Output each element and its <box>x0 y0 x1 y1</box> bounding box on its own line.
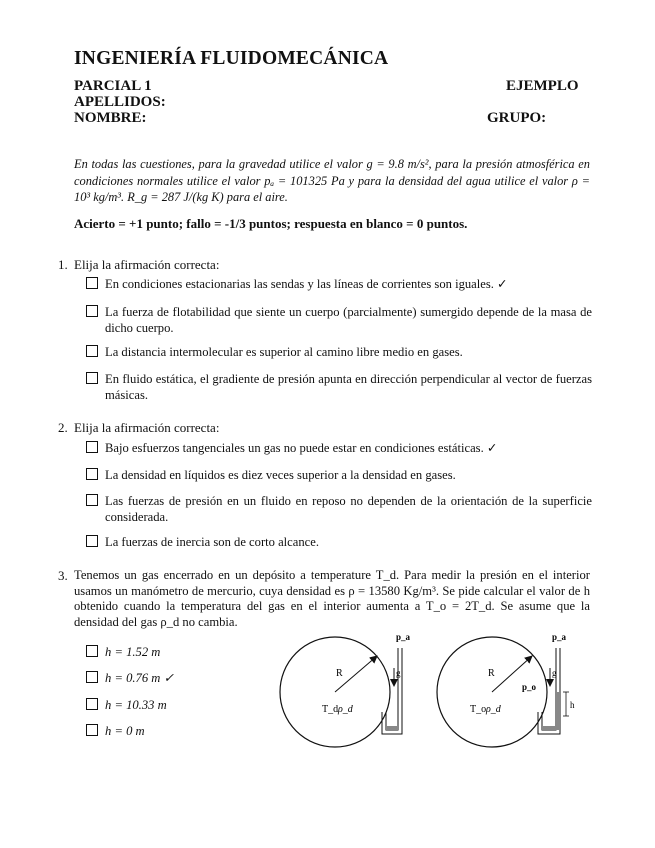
answer-text: Bajo esfuerzos tangenciales un gas no puede estar en condiciones estáticas. ✓ <box>105 441 498 455</box>
u-tube-inner <box>386 648 398 730</box>
mercury-fill <box>386 726 398 730</box>
checkbox[interactable] <box>86 645 98 657</box>
instructions-paragraph: En todas las cuestiones, para la gravedad utilice el valor g = 9.8 m/s², para la presión atmosférica en condiciones normales utilice el valor pₐ = 101325 Pa y para la densidad del agua utilice el valor ρ = 10³ kg/m³. R_g = 287 J/(kg K) para el aire. <box>74 157 590 205</box>
ejemplo-label: EJEMPLO <box>506 78 579 94</box>
temperature-label: T_d <box>322 704 339 715</box>
tank-right <box>437 632 575 747</box>
answer-text: La densidad en líquidos es diez veces superior a la densidad en gases. <box>105 468 456 482</box>
question-prompt: Elija la afirmación correcta: <box>74 257 220 272</box>
checkbox[interactable] <box>86 277 98 289</box>
density-label: ρ_d <box>486 704 501 715</box>
answer-text: h = 10.33 m <box>105 698 167 712</box>
checkbox[interactable] <box>86 372 98 384</box>
gravity-label: g <box>552 668 557 678</box>
answer-option[interactable] <box>86 723 256 739</box>
gravity-label: g <box>396 668 401 678</box>
scoring-rule: Acierto = +1 punto; fallo = -1/3 puntos; respuesta en blanco = 0 puntos. <box>74 216 468 231</box>
radius-label: R <box>488 668 495 679</box>
answer-option[interactable] <box>86 304 592 336</box>
checkbox[interactable] <box>86 671 98 683</box>
checkbox[interactable] <box>86 305 98 317</box>
question-number: 2. <box>58 420 68 435</box>
answer-text: La distancia intermolecular es superior al camino libre medio en gases. <box>105 345 463 359</box>
u-tube-inner <box>542 648 556 730</box>
temperature-label: T_o <box>470 704 487 715</box>
answer-text: h = 1.52 m <box>105 645 161 659</box>
height-label: h <box>570 700 575 710</box>
answer-text: h = 0 m <box>105 724 145 738</box>
answer-text: La fuerzas de inercia son de corto alcance. <box>105 535 319 549</box>
answer-option[interactable] <box>86 467 592 483</box>
gas-pressure-label: p_o <box>522 682 537 692</box>
answer-text: La fuerza de flotabilidad que siente un cuerpo (parcialmente) sumergido depende de la masa de dicho cuerpo. <box>105 305 592 335</box>
answer-option[interactable] <box>86 697 256 713</box>
checkbox[interactable] <box>86 468 98 480</box>
answer-text: En condiciones estacionarias las sendas y las líneas de corrientes son iguales. ✓ <box>105 277 508 291</box>
checkbox[interactable] <box>86 724 98 736</box>
checkbox[interactable] <box>86 494 98 506</box>
answer-text: h = 0.76 m ✓ <box>105 671 175 685</box>
checkbox[interactable] <box>86 535 98 547</box>
parcial-label: PARCIAL 1 <box>74 78 152 94</box>
manometer-figure <box>270 628 600 758</box>
answer-option[interactable] <box>86 276 592 292</box>
radius-label: R <box>336 668 343 679</box>
answer-option[interactable] <box>86 644 256 660</box>
density-label: ρ_d <box>338 704 353 715</box>
apellidos-label: APELLIDOS: <box>74 94 166 110</box>
mercury-column <box>556 692 560 730</box>
nombre-label: NOMBRE: <box>74 110 147 126</box>
answer-option[interactable] <box>86 670 256 686</box>
mercury-fill <box>542 726 556 730</box>
checkbox[interactable] <box>86 698 98 710</box>
atm-pressure-label: p_a <box>396 632 411 642</box>
question-prompt: Tenemos un gas encerrado en un depósito a temperature T_d. Para medir la presión en el interior usamos un manómetro de mercurio, cuya densidad es ρ = 13580 Kg/m³. Se pide calcular el valor de h obtenido cuando la temperatura del gas en el interior aumenta a T_o = 2T_d. Se asume que la densidad del gas ρ_d no cambia. <box>74 568 590 629</box>
answer-option[interactable] <box>86 534 592 550</box>
answer-option[interactable] <box>86 344 592 360</box>
answer-text: En fluido estática, el gradiente de presión apunta en dirección perpendicular al vector de fuerzas másicas. <box>105 372 592 402</box>
answer-option[interactable] <box>86 440 592 456</box>
answer-option[interactable] <box>86 493 592 525</box>
tank-left <box>280 632 411 747</box>
grupo-label: GRUPO: <box>487 110 547 126</box>
u-tube-outer <box>382 648 402 734</box>
atm-pressure-label: p_a <box>552 632 567 642</box>
question-prompt: Elija la afirmación correcta: <box>74 420 220 435</box>
checkbox[interactable] <box>86 345 98 357</box>
answer-option[interactable] <box>86 371 592 403</box>
question-number: 3. <box>58 568 68 583</box>
document-title: INGENIERÍA FLUIDOMECÁNICA <box>74 48 389 69</box>
checkbox[interactable] <box>86 441 98 453</box>
question-number: 1. <box>58 257 68 272</box>
answer-text: Las fuerzas de presión en un fluido en reposo no dependen de la orientación de la superficie considerada. <box>105 494 592 524</box>
